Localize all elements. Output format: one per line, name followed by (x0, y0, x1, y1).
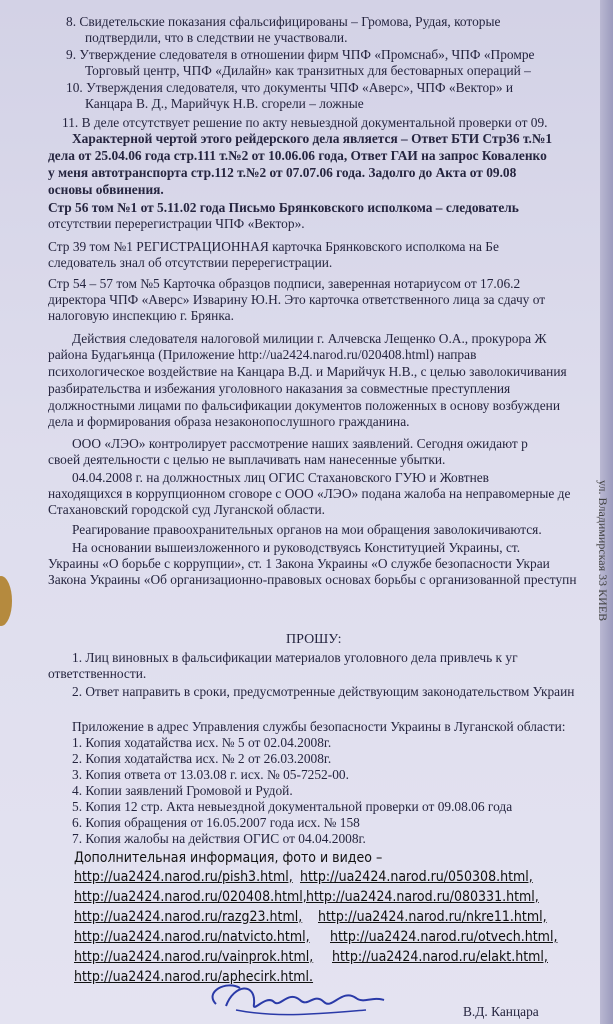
attachment-item: 4. Копии заявлений Громовой и Рудой. (72, 783, 293, 798)
paragraph-line: района Будагьянца (Приложение http://ua2424.narod.ru/020408.html) направ (48, 347, 477, 362)
reference-line: следователь знал об отсутствии перерегистрации. (48, 255, 333, 270)
link-razg23[interactable]: http://ua2424.narod.ru/razg23.html, (74, 909, 303, 925)
point-8: 8. Свидетельские показания сфальсифицированы – Громова, Рудая, которые (66, 14, 501, 29)
handwritten-signature (196, 974, 396, 1022)
reference-line: налоговую инспекцию г. Брянка. (48, 308, 234, 323)
point-9: 9. Утверждение следователя в отношении фирм ЧПФ «Промснаб», ЧПФ «Промре (66, 47, 535, 62)
request-item-cont: ответственности. (48, 666, 147, 681)
paragraph-line: Украины «О борьбе с коррупции», ст. 1 Закона Украины «О службе безопасности Украи (48, 556, 550, 571)
attachment-item: 1. Копия ходатайства исх. № 5 от 02.04.2008г. (72, 735, 332, 750)
paragraph-line: На основании вышеизложенного и руководствуясь Конституцией Украины, ст. (72, 540, 521, 555)
paragraph-line: психологическое воздействие на Канцара В.Д. и Марийчук Н.В., с целью заволокичивания (48, 364, 567, 379)
reference-line: Стр 54 – 57 том №5 Карточка образцов подписи, заверенная нотариусом от 17.06.2 (48, 276, 521, 291)
paragraph-line: Стахановский городской суд Луганской области. (48, 502, 325, 517)
link-080331[interactable]: http://ua2424.narod.ru/080331.html, (306, 889, 539, 905)
paragraph-line: разбирательства и избежания уголовного наказания за совместные преступления (48, 381, 511, 396)
paragraph-line: Действия следователя налоговой милиции г. Алчевска Лещенко О.А., прокурора Ж (72, 331, 547, 346)
paragraph-line: Закона Украины «Об организационно-правовых основах борьбы с организованной преступн (48, 572, 577, 587)
attachments-heading: Приложение в адрес Управления службы безопасности Украины в Луганской области: (72, 719, 566, 734)
attachment-item: 5. Копия 12 стр. Акта невыездной документальной проверки от 09.08.06 года (72, 799, 513, 814)
more-info-heading: Дополнительная информация, фото и видео – (74, 850, 383, 866)
signature-name: В.Д. Канцара (463, 1004, 539, 1019)
link-elakt[interactable]: http://ua2424.narod.ru/elakt.html, (332, 949, 548, 965)
link-nkre11[interactable]: http://ua2424.narod.ru/nkre11.html, (318, 909, 547, 925)
link-vainprok[interactable]: http://ua2424.narod.ru/vainprok.html, (74, 949, 314, 965)
point-9-cont: Торговый центр, ЧПФ «Дилайн» как транзитных для бестоварных операций – (85, 63, 531, 78)
reference-line: директора ЧПФ «Аверс» Изварину Ю.Н. Это карточка ответственного лица за сдачу от (48, 292, 546, 307)
reference-line: Стр 39 том №1 РЕГИСТРАЦИОННАЯ карточка Брянковского исполкома на Бе (48, 239, 499, 254)
attachment-item: 3. Копия ответа от 13.03.08 г. исх. № 05-7252-00. (72, 767, 349, 782)
request-item: 1. Лиц виновных в фальсификации материалов уголовного дела привлечь к уг (72, 650, 518, 665)
link-otvech[interactable]: http://ua2424.narod.ru/otvech.html, (330, 929, 558, 945)
point-8-cont: подтвердили, что в следствии не участвовали. (85, 30, 348, 45)
request-item: 2. Ответ направить в сроки, предусмотренные действующим законодательством Украин (72, 684, 575, 699)
reference-line: Стр 56 том №1 от 5.11.02 года Письмо Брянковского исполкома – следователь (48, 200, 519, 215)
bold-paragraph-line: основы обвинения. (48, 182, 164, 197)
point-10-cont: Канцара В. Д., Марийчук Н.В. сгорели – ложные (85, 96, 364, 111)
paragraph-line: Реагирование правоохранительных органов на мои обращения заволокичиваются. (72, 522, 542, 537)
side-stamp-text: ул. Владимирская 33 КИЕВ (596, 480, 610, 622)
link-050308[interactable]: http://ua2424.narod.ru/050308.html, (300, 869, 533, 885)
paragraph-line: своей деятельности с целью не выплачивать нам нанесенные убытки. (48, 452, 446, 467)
bold-paragraph-line: у меня автотранспорта стр.112 т.№2 от 07.07.06 года. Задолго до Акта от 09.08 (48, 165, 517, 180)
paragraph-line: ООО «ЛЭО» контролирует рассмотрение наших заявлений. Сегодня ожидают р (72, 436, 528, 451)
bold-paragraph-line: Характерной чертой этого рейдерского дела является – Ответ БТИ Стр36 т.№1 (72, 131, 553, 146)
point-11: 11. В деле отсутствует решение по акту невыездной документальной проверки от 09. (62, 115, 548, 130)
paragraph-line: 04.04.2008 г. на должностных лиц ОГИС Стахановского ГУЮ и Жовтнев (72, 470, 490, 485)
attachment-item: 6. Копия обращения от 16.05.2007 года исх. № 158 (72, 815, 360, 830)
attachment-item: 2. Копия ходатайства исх. № 2 от 26.03.2008г. (72, 751, 332, 766)
link-aphecirk[interactable]: http://ua2424.narod.ru/aphecirk.html. (74, 969, 314, 985)
request-heading: ПРОШУ: (286, 632, 342, 647)
coin-object (0, 576, 12, 626)
point-10: 10. Утверждения следователя, что документы ЧПФ «Аверс», ЧПФ «Вектор» и (66, 80, 514, 95)
paragraph-line: должностными лицами по фальсификации документов положенных в основу возбуждени (48, 398, 561, 413)
link-natvicto[interactable]: http://ua2424.narod.ru/natvicto.html, (74, 929, 310, 945)
attachment-item: 7. Копия жалобы на действия ОГИС от 04.04.2008г. (72, 831, 366, 846)
paragraph-line: находящихся в коррупционном сговоре с ООО «ЛЭО» подана жалоба на неправомерные де (48, 486, 571, 501)
link-020408[interactable]: http://ua2424.narod.ru/020408.html, (74, 889, 307, 905)
bold-paragraph-line: дела от 25.04.06 года стр.111 т.№2 от 10.06.06 года, Ответ ГАИ на запрос Коваленко (48, 148, 547, 163)
paragraph-line: дела и формирования образа незаконопослушного гражданина. (48, 414, 410, 429)
link-pish3[interactable]: http://ua2424.narod.ru/pish3.html, (74, 869, 293, 885)
reference-line: отсутствии перерегистрации ЧПФ «Вектор». (48, 216, 305, 231)
